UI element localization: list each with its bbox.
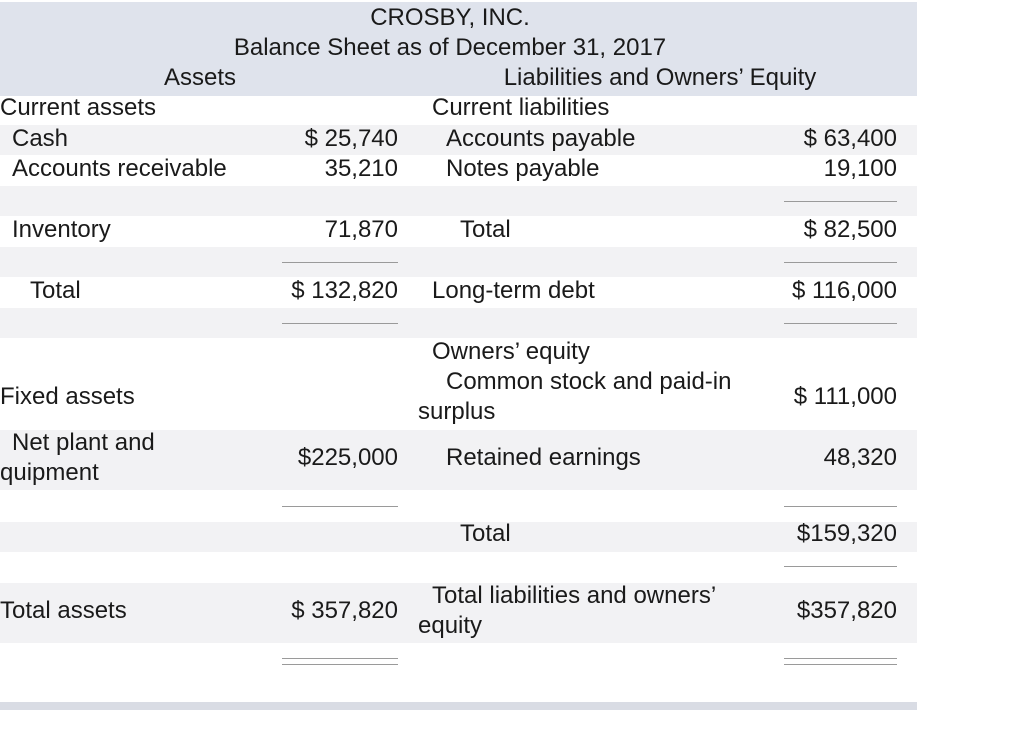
total-assets-label: Total assets xyxy=(0,597,127,624)
total-liabilities-equity-label-line2: equity xyxy=(418,612,483,639)
owners-equity-heading: Owners’ equity xyxy=(432,338,590,365)
cash-value: $ 25,740 xyxy=(304,125,398,152)
row-band xyxy=(0,308,917,338)
long-term-debt-value: $ 116,000 xyxy=(792,277,897,304)
double-underline xyxy=(784,658,897,659)
table-bottom-border xyxy=(0,702,917,710)
row-band xyxy=(0,247,917,277)
equity-total-value: $159,320 xyxy=(796,520,897,547)
accounts-payable-label: Accounts payable xyxy=(446,125,636,152)
current-assets-total-label: Total xyxy=(30,277,81,304)
common-stock-label-line2: surplus xyxy=(418,398,496,425)
long-term-debt-label: Long-term debt xyxy=(432,277,595,304)
underline xyxy=(282,323,398,324)
current-assets-heading: Current assets xyxy=(0,94,157,121)
assets-heading: Assets xyxy=(163,64,237,91)
current-liabilities-heading: Current liabilities xyxy=(432,94,610,121)
notes-payable-label: Notes payable xyxy=(446,155,600,182)
net-plant-label-line2: quipment xyxy=(0,459,99,486)
retained-earnings-value: 48,320 xyxy=(823,444,897,471)
total-liabilities-equity-value: $357,820 xyxy=(796,597,897,624)
underline xyxy=(784,566,897,567)
inventory-value: 71,870 xyxy=(324,216,398,243)
cash-label: Cash xyxy=(12,125,69,152)
current-assets-total-value: $ 132,820 xyxy=(291,277,398,304)
row-band xyxy=(0,186,917,216)
underline xyxy=(784,323,897,324)
notes-payable-value: 19,100 xyxy=(823,155,897,182)
underline xyxy=(282,506,398,507)
common-stock-label-line1: Common stock and paid-in xyxy=(446,368,732,395)
fixed-assets-heading: Fixed assets xyxy=(0,383,135,410)
underline xyxy=(784,201,897,202)
total-liabilities-equity-label-line1: Total liabilities and owners’ xyxy=(432,582,717,609)
double-underline xyxy=(282,658,398,659)
double-underline xyxy=(784,664,897,665)
underline xyxy=(784,262,897,263)
retained-earnings-label: Retained earnings xyxy=(446,444,641,471)
accounts-receivable-value: 35,210 xyxy=(324,155,398,182)
underline xyxy=(784,506,897,507)
common-stock-value: $ 111,000 xyxy=(793,383,897,410)
net-plant-label-line1: Net plant and xyxy=(12,429,155,456)
current-liabilities-total-value: $ 82,500 xyxy=(803,216,897,243)
current-liabilities-total-label: Total xyxy=(460,216,511,243)
net-plant-value: $225,000 xyxy=(297,444,398,471)
liabilities-heading: Liabilities and Owners’ Equity xyxy=(503,64,817,91)
underline xyxy=(282,262,398,263)
accounts-receivable-label: Accounts receivable xyxy=(12,155,227,182)
double-underline xyxy=(282,664,398,665)
accounts-payable-value: $ 63,400 xyxy=(803,125,897,152)
inventory-label: Inventory xyxy=(12,216,111,243)
company-name: CROSBY, INC. xyxy=(370,4,530,31)
total-assets-value: $ 357,820 xyxy=(291,597,398,624)
equity-total-label: Total xyxy=(460,520,511,547)
statement-title: Balance Sheet as of December 31, 2017 xyxy=(233,34,667,61)
